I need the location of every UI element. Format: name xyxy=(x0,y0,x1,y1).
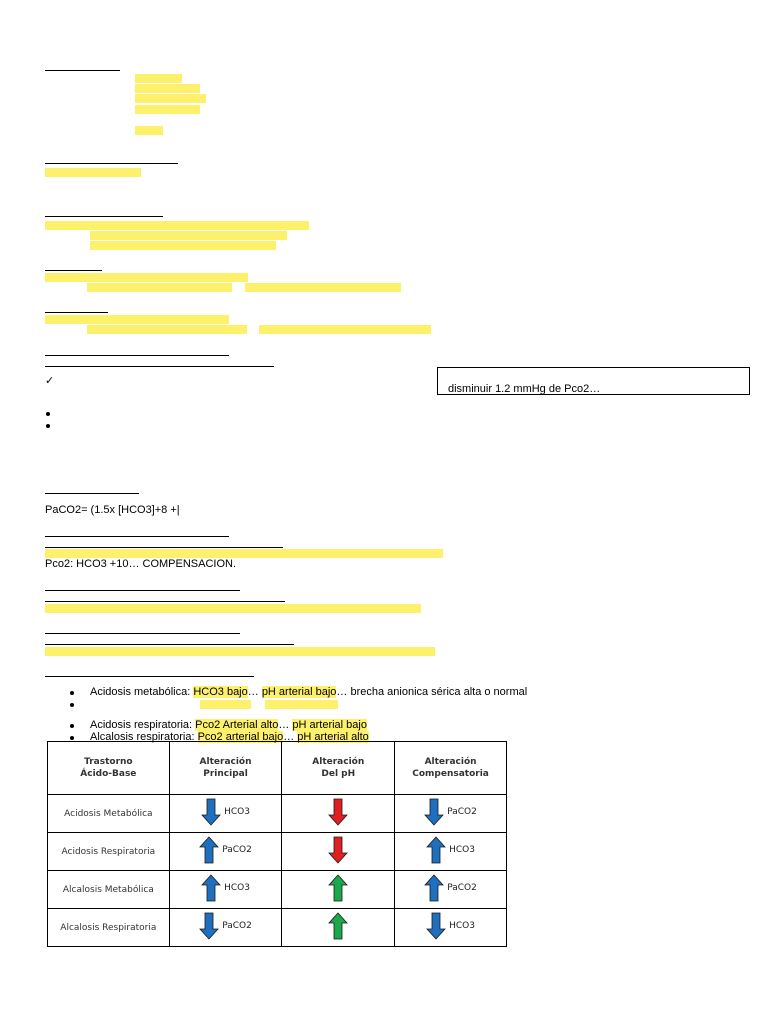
header-principal: Alteración Principal xyxy=(169,742,282,795)
arrow-up-icon xyxy=(328,874,348,902)
table-header-row xyxy=(48,742,507,795)
heading-underline-10b xyxy=(45,644,294,645)
highlight-line xyxy=(87,325,247,334)
highlight-line xyxy=(45,549,443,558)
table-row xyxy=(48,871,507,909)
highlight-line xyxy=(135,74,182,83)
highlight-line xyxy=(200,700,251,709)
heading-underline-6b xyxy=(45,366,274,367)
arrow-up-icon xyxy=(424,874,444,902)
bullet-icon xyxy=(70,724,74,728)
highlight-line xyxy=(135,105,200,114)
highlight-line xyxy=(265,700,338,709)
arrow-up-icon xyxy=(426,836,446,864)
parameter-label: HCO3 xyxy=(449,921,475,931)
disorder-name: Acidosis Respiratoria xyxy=(48,833,170,871)
highlight-line xyxy=(45,168,141,177)
parameter-label: PaCO2 xyxy=(222,845,252,855)
disorder-name: Alcalosis Respiratoria xyxy=(48,909,170,947)
check-mark-icon: ✓ xyxy=(45,375,55,387)
highlight-line xyxy=(45,315,229,324)
note-box xyxy=(437,367,750,395)
arrow-down-icon xyxy=(328,836,348,864)
highlight-line xyxy=(90,231,287,240)
table-row xyxy=(48,909,507,947)
parameter-label: HCO3 xyxy=(224,807,250,817)
arrow-down-icon xyxy=(328,798,348,826)
heading-underline-5 xyxy=(45,312,108,313)
parameter-label: HCO3 xyxy=(224,883,250,893)
highlight-line xyxy=(135,126,163,135)
highlight-line xyxy=(45,604,421,613)
disorder-name: Alcalosis Metabólica xyxy=(48,871,170,909)
ph-value: pH arterial alto xyxy=(297,731,369,743)
heading-underline-2 xyxy=(45,163,178,164)
highlight-line xyxy=(45,647,435,656)
formula-text: PaCO2= (1.5x [HCO3]+8 +| xyxy=(45,504,180,516)
label: Acidosis respiratoria: xyxy=(90,719,196,731)
sep: … xyxy=(278,719,293,731)
note-text: disminuir 1.2 mmHg de Pco2… xyxy=(448,383,601,395)
highlight-line xyxy=(259,325,431,334)
disorder-name: Acidosis Metabólica xyxy=(48,795,170,833)
ph-value: pH arterial bajo xyxy=(261,686,337,698)
table-cell xyxy=(282,871,395,909)
table-cell xyxy=(282,795,395,833)
parameter-label: HCO3 xyxy=(449,845,475,855)
header-ph: Alteración Del pH xyxy=(282,742,395,795)
list-item-acidosis-metabolica xyxy=(90,686,527,699)
bullet-icon xyxy=(46,412,50,416)
table-row xyxy=(48,795,507,833)
table-cell xyxy=(395,871,507,909)
heading-underline-9b xyxy=(45,601,285,602)
highlight-line xyxy=(45,221,309,230)
table-cell xyxy=(169,795,282,833)
bullet-icon xyxy=(70,691,74,695)
bullet-icon xyxy=(46,424,50,428)
heading-underline-3 xyxy=(45,216,163,217)
highlight-line xyxy=(90,241,276,250)
parameter-label: PaCO2 xyxy=(447,807,477,817)
bullet-icon xyxy=(70,736,74,740)
header-trastorno: Trastorno Ácido-Base xyxy=(48,742,170,795)
heading-underline-8b xyxy=(45,547,283,548)
arrow-up-icon xyxy=(201,874,221,902)
highlight-line xyxy=(135,94,206,103)
highlight-line xyxy=(135,84,200,93)
heading-underline-1 xyxy=(45,70,120,71)
sep: … xyxy=(247,686,262,698)
highlight-line xyxy=(45,273,248,282)
table-cell xyxy=(169,871,282,909)
header-compensatoria: Alteración Compensatoria xyxy=(395,742,507,795)
heading-underline-4 xyxy=(45,270,102,271)
table-cell xyxy=(395,909,507,947)
arrow-up-icon xyxy=(328,912,348,940)
heading-underline-9 xyxy=(45,590,240,591)
table-row xyxy=(48,833,507,871)
arrow-up-icon xyxy=(199,836,219,864)
sep: … xyxy=(283,731,298,743)
hco3-value: HCO3 bajo xyxy=(193,686,248,698)
compensation-text: Pco2: HCO3 +10… COMPENSACION. xyxy=(45,558,237,570)
heading-underline-11 xyxy=(45,676,254,677)
label: Acidosis metabólica: xyxy=(90,686,194,698)
arrow-down-icon xyxy=(424,798,444,826)
table-cell xyxy=(282,909,395,947)
ph-value: pH arterial bajo xyxy=(292,719,367,731)
highlight-line xyxy=(87,283,232,292)
table-cell xyxy=(395,833,507,871)
heading-underline-8 xyxy=(45,536,229,537)
pco2-value: Pco2 arterial bajo xyxy=(197,731,284,743)
highlight-line xyxy=(245,283,401,292)
parameter-label: PaCO2 xyxy=(222,921,252,931)
bullet-icon xyxy=(70,703,74,707)
heading-underline-10 xyxy=(45,633,240,634)
table-cell xyxy=(169,833,282,871)
pco2-value: Pco2 Arterial alto xyxy=(195,719,279,731)
label: Alcalosis respiratoria: xyxy=(90,731,198,743)
arrow-down-icon xyxy=(201,798,221,826)
heading-underline-6 xyxy=(45,355,229,356)
table-cell xyxy=(282,833,395,871)
arrow-down-icon xyxy=(199,912,219,940)
arrow-down-icon xyxy=(426,912,446,940)
heading-underline-7 xyxy=(45,493,139,494)
rest: … brecha anionica sérica alta o normal xyxy=(336,686,528,698)
parameter-label: PaCO2 xyxy=(447,883,477,893)
acid-base-table xyxy=(47,741,507,947)
table-cell xyxy=(169,909,282,947)
table-cell xyxy=(395,795,507,833)
